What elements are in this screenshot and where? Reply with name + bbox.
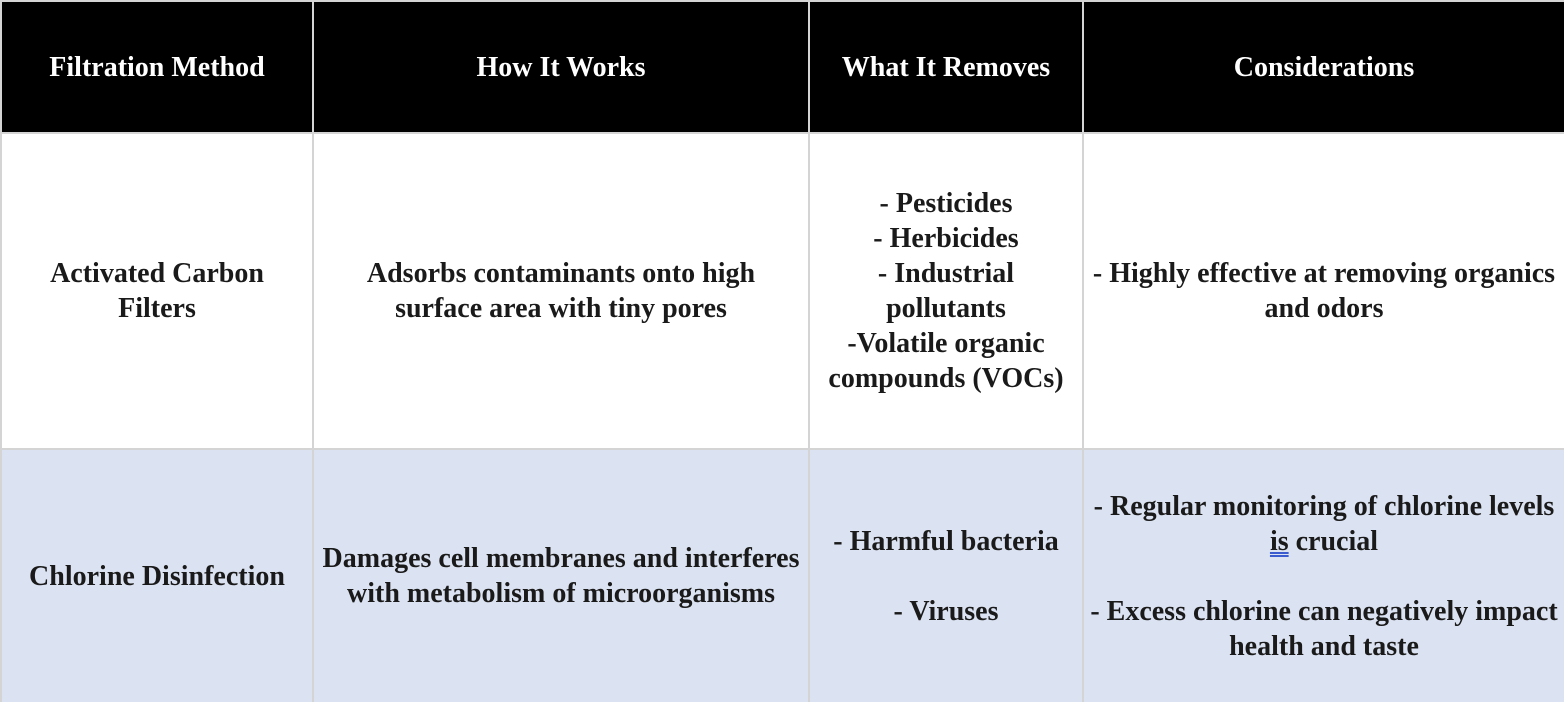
method-cell: Chlorine Disinfection <box>1 449 313 702</box>
considerations-cell <box>1083 449 1564 702</box>
removes-item: - Herbicides <box>873 223 1019 254</box>
table-row <box>1 133 1564 449</box>
considerations-cell <box>1083 133 1564 449</box>
considerations-text: - Regular monitoring of chlorine levels <box>1093 490 1555 522</box>
how-cell: Adsorbs contaminants onto high surface area with tiny pores <box>313 133 809 449</box>
considerations-item <box>1090 489 1558 559</box>
header-considerations: Considerations <box>1083 1 1564 133</box>
table-row <box>1 449 1564 702</box>
method-cell: Activated Carbon Filters <box>1 133 313 449</box>
considerations-item: - Highly effective at removing organics and odors <box>1092 258 1556 324</box>
removes-item: - Pesticides <box>879 188 1013 219</box>
how-cell: Damages cell membranes and interferes with metabolism of microorganisms <box>313 449 809 702</box>
considerations-text: crucial <box>1288 525 1379 557</box>
spacer <box>1090 559 1558 594</box>
header-row <box>1 1 1564 133</box>
removes-cell <box>809 133 1083 449</box>
removes-item: - Viruses <box>893 595 999 627</box>
removes-item: - Harmful bacteria <box>833 525 1059 557</box>
removes-cell <box>809 449 1083 702</box>
header-filtration-method: Filtration Method <box>1 1 313 133</box>
considerations-item: - Excess chlorine can negatively impact health and taste <box>1090 595 1558 662</box>
spacer <box>816 559 1076 594</box>
removes-item: -Volatile organic compounds (VOCs) <box>828 328 1064 394</box>
header-what-it-removes: What It Removes <box>809 1 1083 133</box>
grammar-underlined-word: is <box>1269 525 1289 557</box>
header-how-it-works: How It Works <box>313 1 809 133</box>
removes-item: - Industrial pollutants <box>877 258 1015 324</box>
